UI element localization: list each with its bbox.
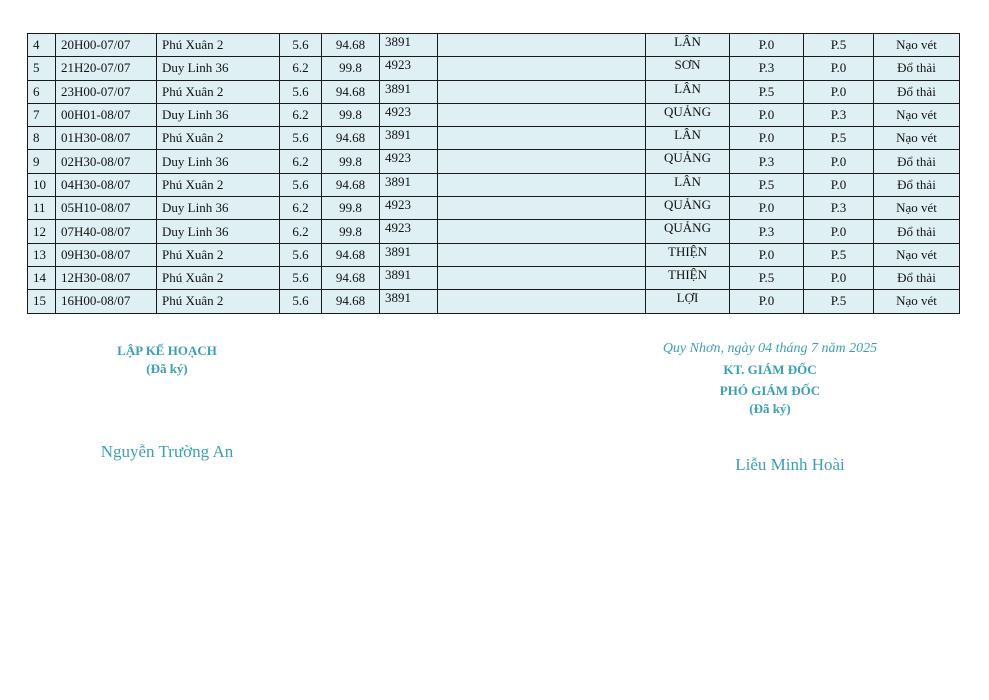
row-gt: 3891 (380, 127, 438, 150)
table-row (28, 80, 960, 103)
row-gt: 4923 (380, 57, 438, 80)
row-note (438, 173, 646, 196)
row-ship-name: Phú Xuân 2 (157, 34, 280, 57)
row-gt: 3891 (380, 173, 438, 196)
row-loa: 94.68 (322, 290, 380, 313)
row-ship-name: Duy Linh 36 (157, 197, 280, 220)
row-to: P.0 (804, 173, 874, 196)
row-loa: 94.68 (322, 127, 380, 150)
row-from: P.5 (730, 80, 804, 103)
row-to: P.0 (804, 220, 874, 243)
row-draft: 5.6 (280, 80, 322, 103)
row-gt: 4923 (380, 220, 438, 243)
row-note (438, 127, 646, 150)
row-task: Nạo vét (874, 127, 960, 150)
row-gt: 3891 (380, 34, 438, 57)
row-pilot: LỢI (646, 290, 730, 313)
row-ship-name: Duy Linh 36 (157, 57, 280, 80)
row-pilot: LÂN (646, 127, 730, 150)
row-time: 04H30-08/07 (56, 173, 157, 196)
row-to: P.5 (804, 127, 874, 150)
row-to: P.3 (804, 197, 874, 220)
row-task: Đổ thải (874, 266, 960, 289)
signature-block-left (67, 342, 267, 378)
row-note (438, 290, 646, 313)
row-task: Nạo vét (874, 103, 960, 126)
row-number: 13 (28, 243, 56, 266)
table-row (28, 150, 960, 173)
row-ship-name: Phú Xuân 2 (157, 290, 280, 313)
row-draft: 6.2 (280, 103, 322, 126)
row-note (438, 103, 646, 126)
table-row (28, 266, 960, 289)
row-task: Nạo vét (874, 290, 960, 313)
row-to: P.5 (804, 34, 874, 57)
table-row (28, 127, 960, 150)
row-task: Đổ thải (874, 80, 960, 103)
row-note (438, 220, 646, 243)
row-from: P.0 (730, 243, 804, 266)
row-time: 16H00-08/07 (56, 290, 157, 313)
row-from: P.5 (730, 266, 804, 289)
row-note (438, 57, 646, 80)
row-draft: 6.2 (280, 220, 322, 243)
row-time: 00H01-08/07 (56, 103, 157, 126)
row-gt: 3891 (380, 266, 438, 289)
table-row (28, 243, 960, 266)
row-from: P.0 (730, 197, 804, 220)
row-number: 15 (28, 290, 56, 313)
row-draft: 6.2 (280, 197, 322, 220)
row-ship-name: Duy Linh 36 (157, 220, 280, 243)
table-row (28, 57, 960, 80)
row-to: P.0 (804, 266, 874, 289)
row-task: Nạo vét (874, 197, 960, 220)
row-to: P.0 (804, 57, 874, 80)
table-row (28, 173, 960, 196)
row-ship-name: Phú Xuân 2 (157, 80, 280, 103)
row-time: 21H20-07/07 (56, 57, 157, 80)
row-draft: 6.2 (280, 150, 322, 173)
row-to: P.0 (804, 80, 874, 103)
row-loa: 99.8 (322, 150, 380, 173)
director-signed-status: (Đã ký) (749, 401, 791, 416)
row-number: 4 (28, 34, 56, 57)
table-row (28, 197, 960, 220)
row-loa: 94.68 (322, 80, 380, 103)
row-time: 07H40-08/07 (56, 220, 157, 243)
row-note (438, 197, 646, 220)
row-loa: 99.8 (322, 57, 380, 80)
row-number: 7 (28, 103, 56, 126)
row-note (438, 34, 646, 57)
row-to: P.5 (804, 290, 874, 313)
row-task: Đổ thải (874, 150, 960, 173)
row-loa: 94.68 (322, 34, 380, 57)
schedule-table (27, 33, 960, 314)
row-number: 14 (28, 266, 56, 289)
row-pilot: QUẢNG (646, 150, 730, 173)
row-gt: 4923 (380, 197, 438, 220)
row-time: 05H10-08/07 (56, 197, 157, 220)
row-gt: 4923 (380, 150, 438, 173)
row-pilot: QUẢNG (646, 197, 730, 220)
row-draft: 5.6 (280, 243, 322, 266)
row-ship-name: Duy Linh 36 (157, 150, 280, 173)
row-draft: 5.6 (280, 290, 322, 313)
row-from: P.3 (730, 220, 804, 243)
row-to: P.5 (804, 243, 874, 266)
row-draft: 5.6 (280, 34, 322, 57)
row-note (438, 80, 646, 103)
row-number: 10 (28, 173, 56, 196)
row-time: 09H30-08/07 (56, 243, 157, 266)
row-number: 12 (28, 220, 56, 243)
row-pilot: THIỆN (646, 266, 730, 289)
row-note (438, 243, 646, 266)
row-loa: 99.8 (322, 220, 380, 243)
planner-signed-status: (Đã ký) (146, 361, 188, 376)
row-pilot: QUẢNG (646, 220, 730, 243)
row-task: Đổ thải (874, 57, 960, 80)
table-row (28, 103, 960, 126)
row-task: Đổ thải (874, 173, 960, 196)
row-task: Nạo vét (874, 243, 960, 266)
row-time: 23H00-07/07 (56, 80, 157, 103)
row-from: P.3 (730, 150, 804, 173)
row-time: 01H30-08/07 (56, 127, 157, 150)
row-ship-name: Phú Xuân 2 (157, 127, 280, 150)
row-from: P.0 (730, 290, 804, 313)
director-role-1: KT. GIÁM ĐỐC (723, 362, 817, 377)
row-from: P.0 (730, 103, 804, 126)
row-pilot: SƠN (646, 57, 730, 80)
row-number: 6 (28, 80, 56, 103)
row-number: 8 (28, 127, 56, 150)
row-pilot: LÂN (646, 80, 730, 103)
row-time: 12H30-08/07 (56, 266, 157, 289)
row-pilot: QUẢNG (646, 103, 730, 126)
row-task: Đổ thải (874, 220, 960, 243)
table-row (28, 290, 960, 313)
row-from: P.0 (730, 127, 804, 150)
row-from: P.3 (730, 57, 804, 80)
row-number: 11 (28, 197, 56, 220)
row-time: 02H30-08/07 (56, 150, 157, 173)
row-to: P.3 (804, 103, 874, 126)
table-row (28, 34, 960, 57)
row-ship-name: Duy Linh 36 (157, 103, 280, 126)
row-gt: 3891 (380, 80, 438, 103)
row-note (438, 266, 646, 289)
row-loa: 99.8 (322, 103, 380, 126)
row-draft: 5.6 (280, 266, 322, 289)
row-pilot: THIỆN (646, 243, 730, 266)
row-number: 9 (28, 150, 56, 173)
row-loa: 94.68 (322, 266, 380, 289)
row-loa: 94.68 (322, 243, 380, 266)
signature-block-right (640, 339, 900, 418)
row-time: 20H00-07/07 (56, 34, 157, 57)
row-ship-name: Phú Xuân 2 (157, 266, 280, 289)
row-gt: 3891 (380, 243, 438, 266)
row-draft: 5.6 (280, 127, 322, 150)
row-from: P.5 (730, 173, 804, 196)
director-name: Liễu Minh Hoài (735, 455, 845, 474)
row-gt: 4923 (380, 103, 438, 126)
row-to: P.0 (804, 150, 874, 173)
row-draft: 5.6 (280, 173, 322, 196)
row-note (438, 150, 646, 173)
row-draft: 6.2 (280, 57, 322, 80)
table-row (28, 220, 960, 243)
row-loa: 99.8 (322, 197, 380, 220)
planner-role: LẬP KẾ HOẠCH (117, 343, 217, 358)
planner-name: Nguyễn Trường An (100, 442, 234, 461)
row-task: Nạo vét (874, 34, 960, 57)
row-pilot: LÂN (646, 173, 730, 196)
row-ship-name: Phú Xuân 2 (157, 243, 280, 266)
row-loa: 94.68 (322, 173, 380, 196)
director-role-2: PHÓ GIÁM ĐỐC (719, 383, 821, 398)
row-gt: 3891 (380, 290, 438, 313)
row-from: P.0 (730, 34, 804, 57)
row-number: 5 (28, 57, 56, 80)
row-pilot: LÂN (646, 34, 730, 57)
row-ship-name: Phú Xuân 2 (157, 173, 280, 196)
place-date: Quy Nhơn, ngày 04 tháng 7 năm 2025 (662, 341, 878, 356)
